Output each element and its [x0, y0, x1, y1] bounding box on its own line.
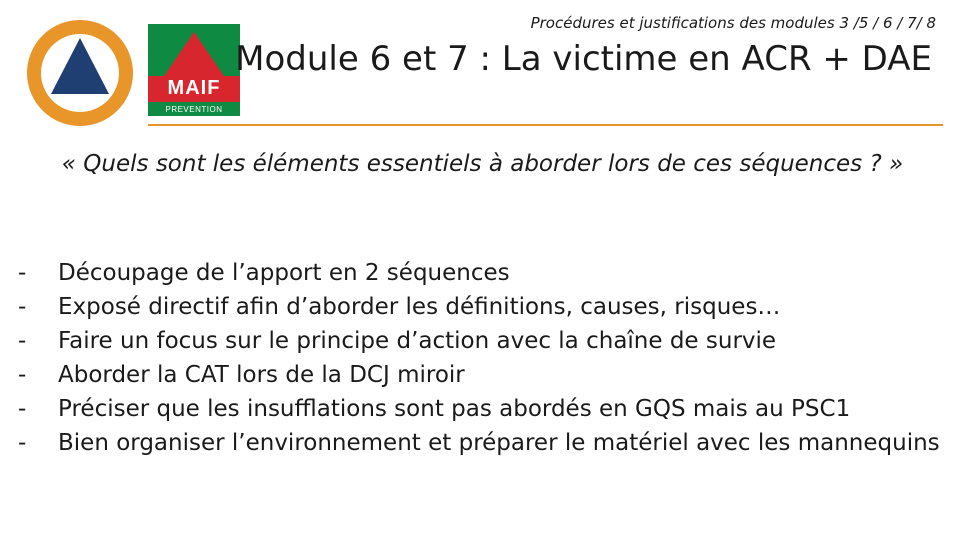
- bullet-marker: -: [18, 362, 27, 388]
- modules-subtitle: Procédures et justifications des modules 3 /5 / 6 / 7/ 8: [530, 14, 936, 32]
- bullet-marker: -: [18, 328, 27, 354]
- bullet-marker: -: [18, 396, 27, 422]
- maif-triangle-icon: [162, 30, 226, 78]
- list-item: [18, 292, 948, 322]
- bullet-marker: -: [18, 260, 27, 286]
- bullet-text: Exposé directif afin d’aborder les définitions, causes, risques…: [58, 294, 781, 320]
- maif-prevention-logo: [148, 24, 240, 116]
- bullet-text: Faire un focus sur le principe d’action avec la chaîne de survie: [58, 328, 777, 354]
- list-item: [18, 394, 948, 424]
- bullet-marker: -: [18, 430, 27, 456]
- bullet-text: Préciser que les insufflations sont pas abordés en GQS mais au PSC1: [58, 396, 851, 422]
- title-underline: [148, 124, 943, 126]
- list-item: [18, 360, 948, 390]
- bullet-text: Découpage de l’apport en 2 séquences: [58, 260, 510, 286]
- key-question: « Quels sont les éléments essentiels à aborder lors de ces séquences ? »: [61, 151, 904, 177]
- bullet-marker: -: [18, 294, 27, 320]
- page-title: Module 6 et 7 : La victime en ACR + DAE: [235, 39, 932, 79]
- civil-protection-logo: [25, 18, 135, 128]
- maif-wordmark: MAIF: [167, 77, 221, 99]
- bullet-list: [18, 258, 948, 462]
- list-item: [18, 326, 948, 356]
- bullet-text: Aborder la CAT lors de la DCJ miroir: [58, 362, 465, 388]
- list-item: [18, 428, 948, 458]
- list-item: [18, 258, 948, 288]
- bullet-text: Bien organiser l’environnement et préparer le matériel avec les mannequins: [58, 430, 940, 456]
- maif-subtitle: PREVENTION: [165, 105, 223, 114]
